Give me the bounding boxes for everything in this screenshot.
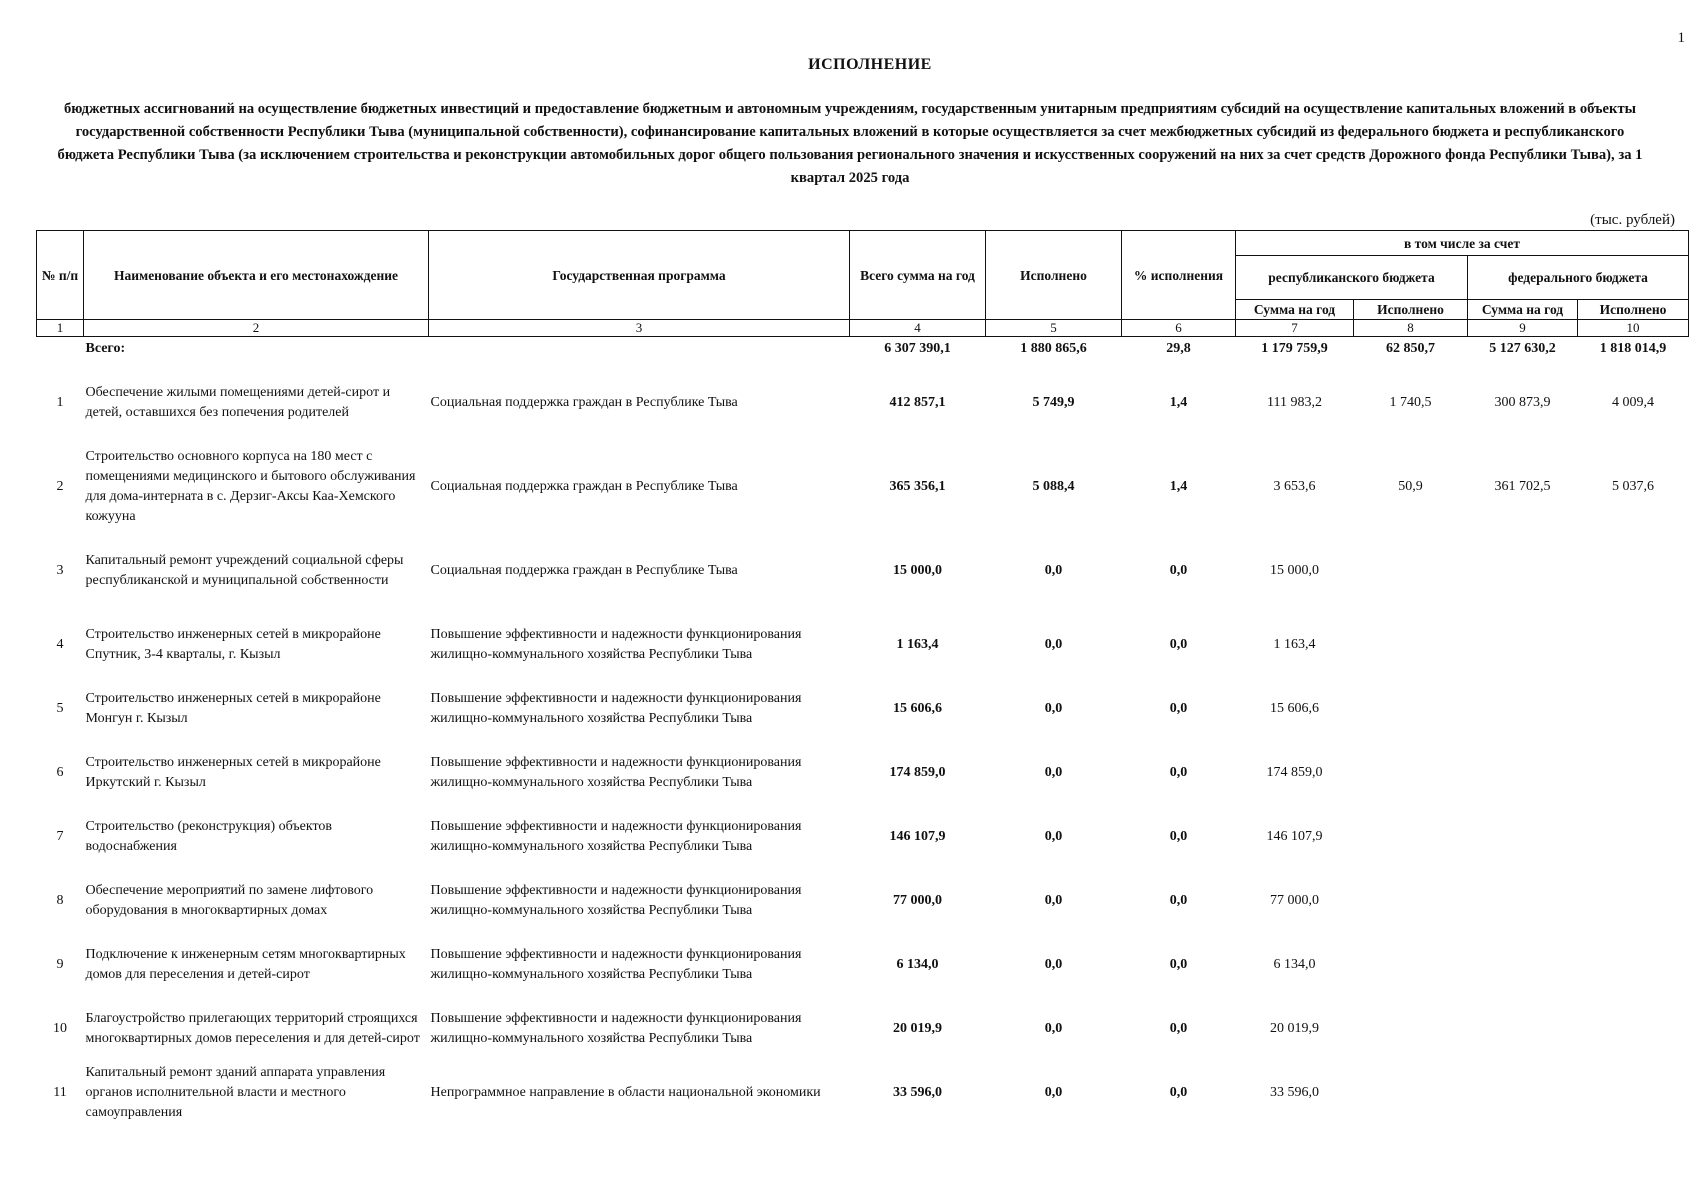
table-row [37,529,1689,613]
row-rep-sum: 146 107,9 [1266,829,1323,844]
row-rep-sum: 33 596,0 [1270,1085,1319,1100]
row-rep-done [1354,805,1468,869]
row-rep-sum: 77 000,0 [1270,893,1319,908]
row-fed-sum [1468,677,1578,741]
program-name: Непрограммное направление в области национальной экономики [430,1085,821,1100]
table-row [37,933,1689,997]
object-name: Строительство инженерных сетей в микрорайоне Спутник, 3-4 кварталы, г. Кызыл [85,627,381,662]
column-number: 2 [84,320,429,337]
row-total: 6 134,0 [896,957,939,972]
row-done: 5 088,4 [1032,479,1075,494]
total-pct: 29,8 [1166,341,1191,356]
table-row [37,613,1689,677]
table-row [37,997,1689,1061]
total-row [37,337,1689,362]
page-number: 1 [1677,30,1685,46]
row-fed-sum [1468,805,1578,869]
row-fed-done [1578,741,1689,805]
row-number: 6 [56,765,64,780]
row-fed-sum [1468,997,1578,1061]
row-total: 33 596,0 [893,1085,942,1100]
header-fed-sum: Сумма на год [1468,300,1578,320]
object-name: Капитальный ремонт учреждений социальной сферы республиканской и муниципальной собственности [85,553,404,588]
column-number-row [37,320,1689,337]
column-number: 7 [1236,320,1354,337]
row-pct: 0,0 [1169,637,1188,652]
object-name: Строительство инженерных сетей в микрорайоне Иркутский г. Кызыл [85,755,381,790]
row-fed-done [1578,805,1689,869]
row-pct: 0,0 [1169,893,1188,908]
header-program: Государственная программа [429,231,850,320]
row-number: 1 [56,395,64,410]
column-number: 4 [850,320,986,337]
row-rep-sum: 20 019,9 [1270,1021,1319,1036]
object-name: Строительство инженерных сетей в микрорайоне Монгун г. Кызыл [85,691,381,726]
units-label: (тыс. рублей) [1590,212,1675,228]
row-fed-done [1578,529,1689,613]
row-done: 0,0 [1044,563,1063,578]
program-name: Повышение эффективности и надежности функционирования жилищно-коммунального хозяйства Республики Тыва [430,691,802,726]
row-done: 5 749,9 [1032,395,1075,410]
row-pct: 0,0 [1169,701,1188,716]
row-rep-done [1354,1061,1468,1125]
row-number: 5 [56,701,64,716]
header-num: № п/п [37,231,84,320]
row-pct: 0,0 [1169,1085,1188,1100]
row-rep-done [1354,613,1468,677]
program-name: Социальная поддержка граждан в Республике Тыва [430,395,738,410]
row-fed-sum [1468,529,1578,613]
object-name: Благоустройство прилегающих территорий строящихся многоквартирных домов переселения и для детей-сирот [85,1011,420,1046]
header-rep-done: Исполнено [1354,300,1468,320]
column-number: 8 [1354,320,1468,337]
row-pct: 1,4 [1169,479,1188,494]
row-rep-done [1354,869,1468,933]
column-number: 9 [1468,320,1578,337]
row-total: 15 606,6 [893,701,942,716]
program-name: Повышение эффективности и надежности функционирования жилищно-коммунального хозяйства Республики Тыва [430,947,802,982]
row-fed-sum [1468,741,1578,805]
row-total: 365 356,1 [889,479,946,494]
total-label: Всего: [85,341,126,356]
row-rep-sum: 15 000,0 [1270,563,1319,578]
program-name: Повышение эффективности и надежности функционирования жилищно-коммунального хозяйства Республики Тыва [430,1011,802,1046]
table-row [37,445,1689,529]
row-pct: 0,0 [1169,957,1188,972]
row-total: 146 107,9 [889,829,946,844]
program-name: Повышение эффективности и надежности функционирования жилищно-коммунального хозяйства Республики Тыва [430,883,802,918]
row-fed-done [1578,933,1689,997]
row-fed-sum: 361 702,5 [1494,479,1551,494]
column-number: 1 [37,320,84,337]
row-rep-done [1354,933,1468,997]
row-number: 3 [56,563,64,578]
row-number: 9 [56,957,64,972]
row-done: 0,0 [1044,1085,1063,1100]
row-number: 10 [53,1021,67,1036]
row-rep-done [1354,677,1468,741]
row-number: 2 [56,479,64,494]
row-number: 11 [53,1085,67,1100]
total-sum: 6 307 390,1 [884,341,951,356]
column-number: 5 [986,320,1122,337]
row-pct: 0,0 [1169,829,1188,844]
row-rep-sum: 15 606,6 [1270,701,1319,716]
row-rep-done: 1 740,5 [1389,395,1432,410]
row-rep-done [1354,741,1468,805]
table-row [37,361,1689,445]
row-fed-sum [1468,1061,1578,1125]
row-number: 8 [56,893,64,908]
row-fed-done: 4 009,4 [1612,395,1654,410]
row-fed-done: 5 037,6 [1612,479,1654,494]
header-including: в том числе за счет [1236,231,1689,256]
program-name: Социальная поддержка граждан в Республике Тыва [430,563,738,578]
row-rep-sum: 3 653,6 [1273,479,1316,494]
table-row [37,805,1689,869]
header-name: Наименование объекта и его местонахождение [84,231,429,320]
row-pct: 0,0 [1169,1021,1188,1036]
header-fed-done: Исполнено [1578,300,1689,320]
table-row [37,741,1689,805]
column-number: 3 [429,320,850,337]
row-fed-sum: 300 873,9 [1494,395,1551,410]
row-rep-sum: 1 163,4 [1273,637,1316,652]
row-pct: 0,0 [1169,563,1188,578]
object-name: Строительство основного корпуса на 180 мест с помещениями медицинского и бытового обслуживания для дома-интерната в с. Дерзиг-Аксы Каа-Хемского кожууна [85,449,416,524]
object-name: Строительство (реконструкция) объектов водоснабжения [85,819,333,854]
row-done: 0,0 [1044,829,1063,844]
row-done: 0,0 [1044,893,1063,908]
header-total: Всего сумма на год [850,231,986,320]
document-subtitle: бюджетных ассигнований на осуществление бюджетных инвестиций и предоставление бюджетным и автономным учреждениям, государственным унитарным предприятиям субсидий на осуществление капитальных вложений в объекты государственной собственности Республики Тыва (муниципальной собственности), софинансирование капитальных вложений в которые осуществляется за счет межбюджетных субсидий из федерального бюджета и республиканского бюджета Республики Тыва (за исключением строительства и реконструкции автомобильных дорог общего пользования регионального значения и искусственных сооружений на них за счет средств Дорожного фонда Республики Тыва), за 1 квартал 2025 года [57,101,1643,186]
row-pct: 1,4 [1169,395,1188,410]
header-republic: республиканского бюджета [1236,256,1468,300]
row-total: 15 000,0 [893,563,942,578]
row-rep-done: 50,9 [1398,479,1423,494]
total-rep-done: 62 850,7 [1386,341,1435,356]
row-fed-sum [1468,869,1578,933]
row-number: 4 [56,637,64,652]
row-fed-sum [1468,933,1578,997]
table-row [37,869,1689,933]
row-done: 0,0 [1044,637,1063,652]
total-done: 1 880 865,6 [1020,341,1087,356]
row-rep-done [1354,997,1468,1061]
row-done: 0,0 [1044,765,1063,780]
row-done: 0,0 [1044,957,1063,972]
row-rep-done [1354,529,1468,613]
column-number: 6 [1122,320,1236,337]
row-number: 7 [56,829,64,844]
program-name: Повышение эффективности и надежности функционирования жилищно-коммунального хозяйства Республики Тыва [430,755,802,790]
row-rep-sum: 174 859,0 [1266,765,1323,780]
object-name: Капитальный ремонт зданий аппарата управления органов исполнительной власти и местного самоуправления [85,1065,386,1120]
header-done: Исполнено [986,231,1122,320]
row-fed-sum [1468,613,1578,677]
table-row [37,677,1689,741]
total-fed-sum: 5 127 630,2 [1489,341,1556,356]
row-pct: 0,0 [1169,765,1188,780]
row-total: 1 163,4 [896,637,939,652]
header-rep-sum: Сумма на год [1236,300,1354,320]
object-name: Обеспечение мероприятий по замене лифтового оборудования в многоквартирных домах [85,883,374,918]
row-total: 174 859,0 [889,765,946,780]
row-rep-sum: 6 134,0 [1273,957,1316,972]
total-fed-done: 1 818 014,9 [1599,341,1667,356]
row-fed-done [1578,869,1689,933]
program-name: Социальная поддержка граждан в Республике Тыва [430,479,738,494]
row-rep-sum: 111 983,2 [1267,395,1322,410]
row-fed-done [1578,1061,1689,1125]
program-name: Повышение эффективности и надежности функционирования жилищно-коммунального хозяйства Республики Тыва [430,627,802,662]
object-name: Подключение к инженерным сетям многоквартирных домов для переселения и детей-сирот [85,947,406,982]
row-done: 0,0 [1044,1021,1063,1036]
document-title: ИСПОЛНЕНИЕ [808,56,932,73]
program-name: Повышение эффективности и надежности функционирования жилищно-коммунального хозяйства Республики Тыва [430,819,802,854]
header-pct: % исполнения [1122,231,1236,320]
row-total: 20 019,9 [893,1021,942,1036]
budget-table [36,230,1689,1125]
column-number: 10 [1578,320,1689,337]
row-fed-done [1578,997,1689,1061]
row-total: 412 857,1 [889,395,946,410]
table-row [37,1061,1689,1125]
row-fed-done [1578,613,1689,677]
row-done: 0,0 [1044,701,1063,716]
header-federal: федерального бюджета [1468,256,1689,300]
object-name: Обеспечение жилыми помещениями детей-сирот и детей, оставшихся без попечения родителей [85,385,391,420]
row-total: 77 000,0 [893,893,942,908]
row-fed-done [1578,677,1689,741]
total-rep-sum: 1 179 759,9 [1261,341,1328,356]
